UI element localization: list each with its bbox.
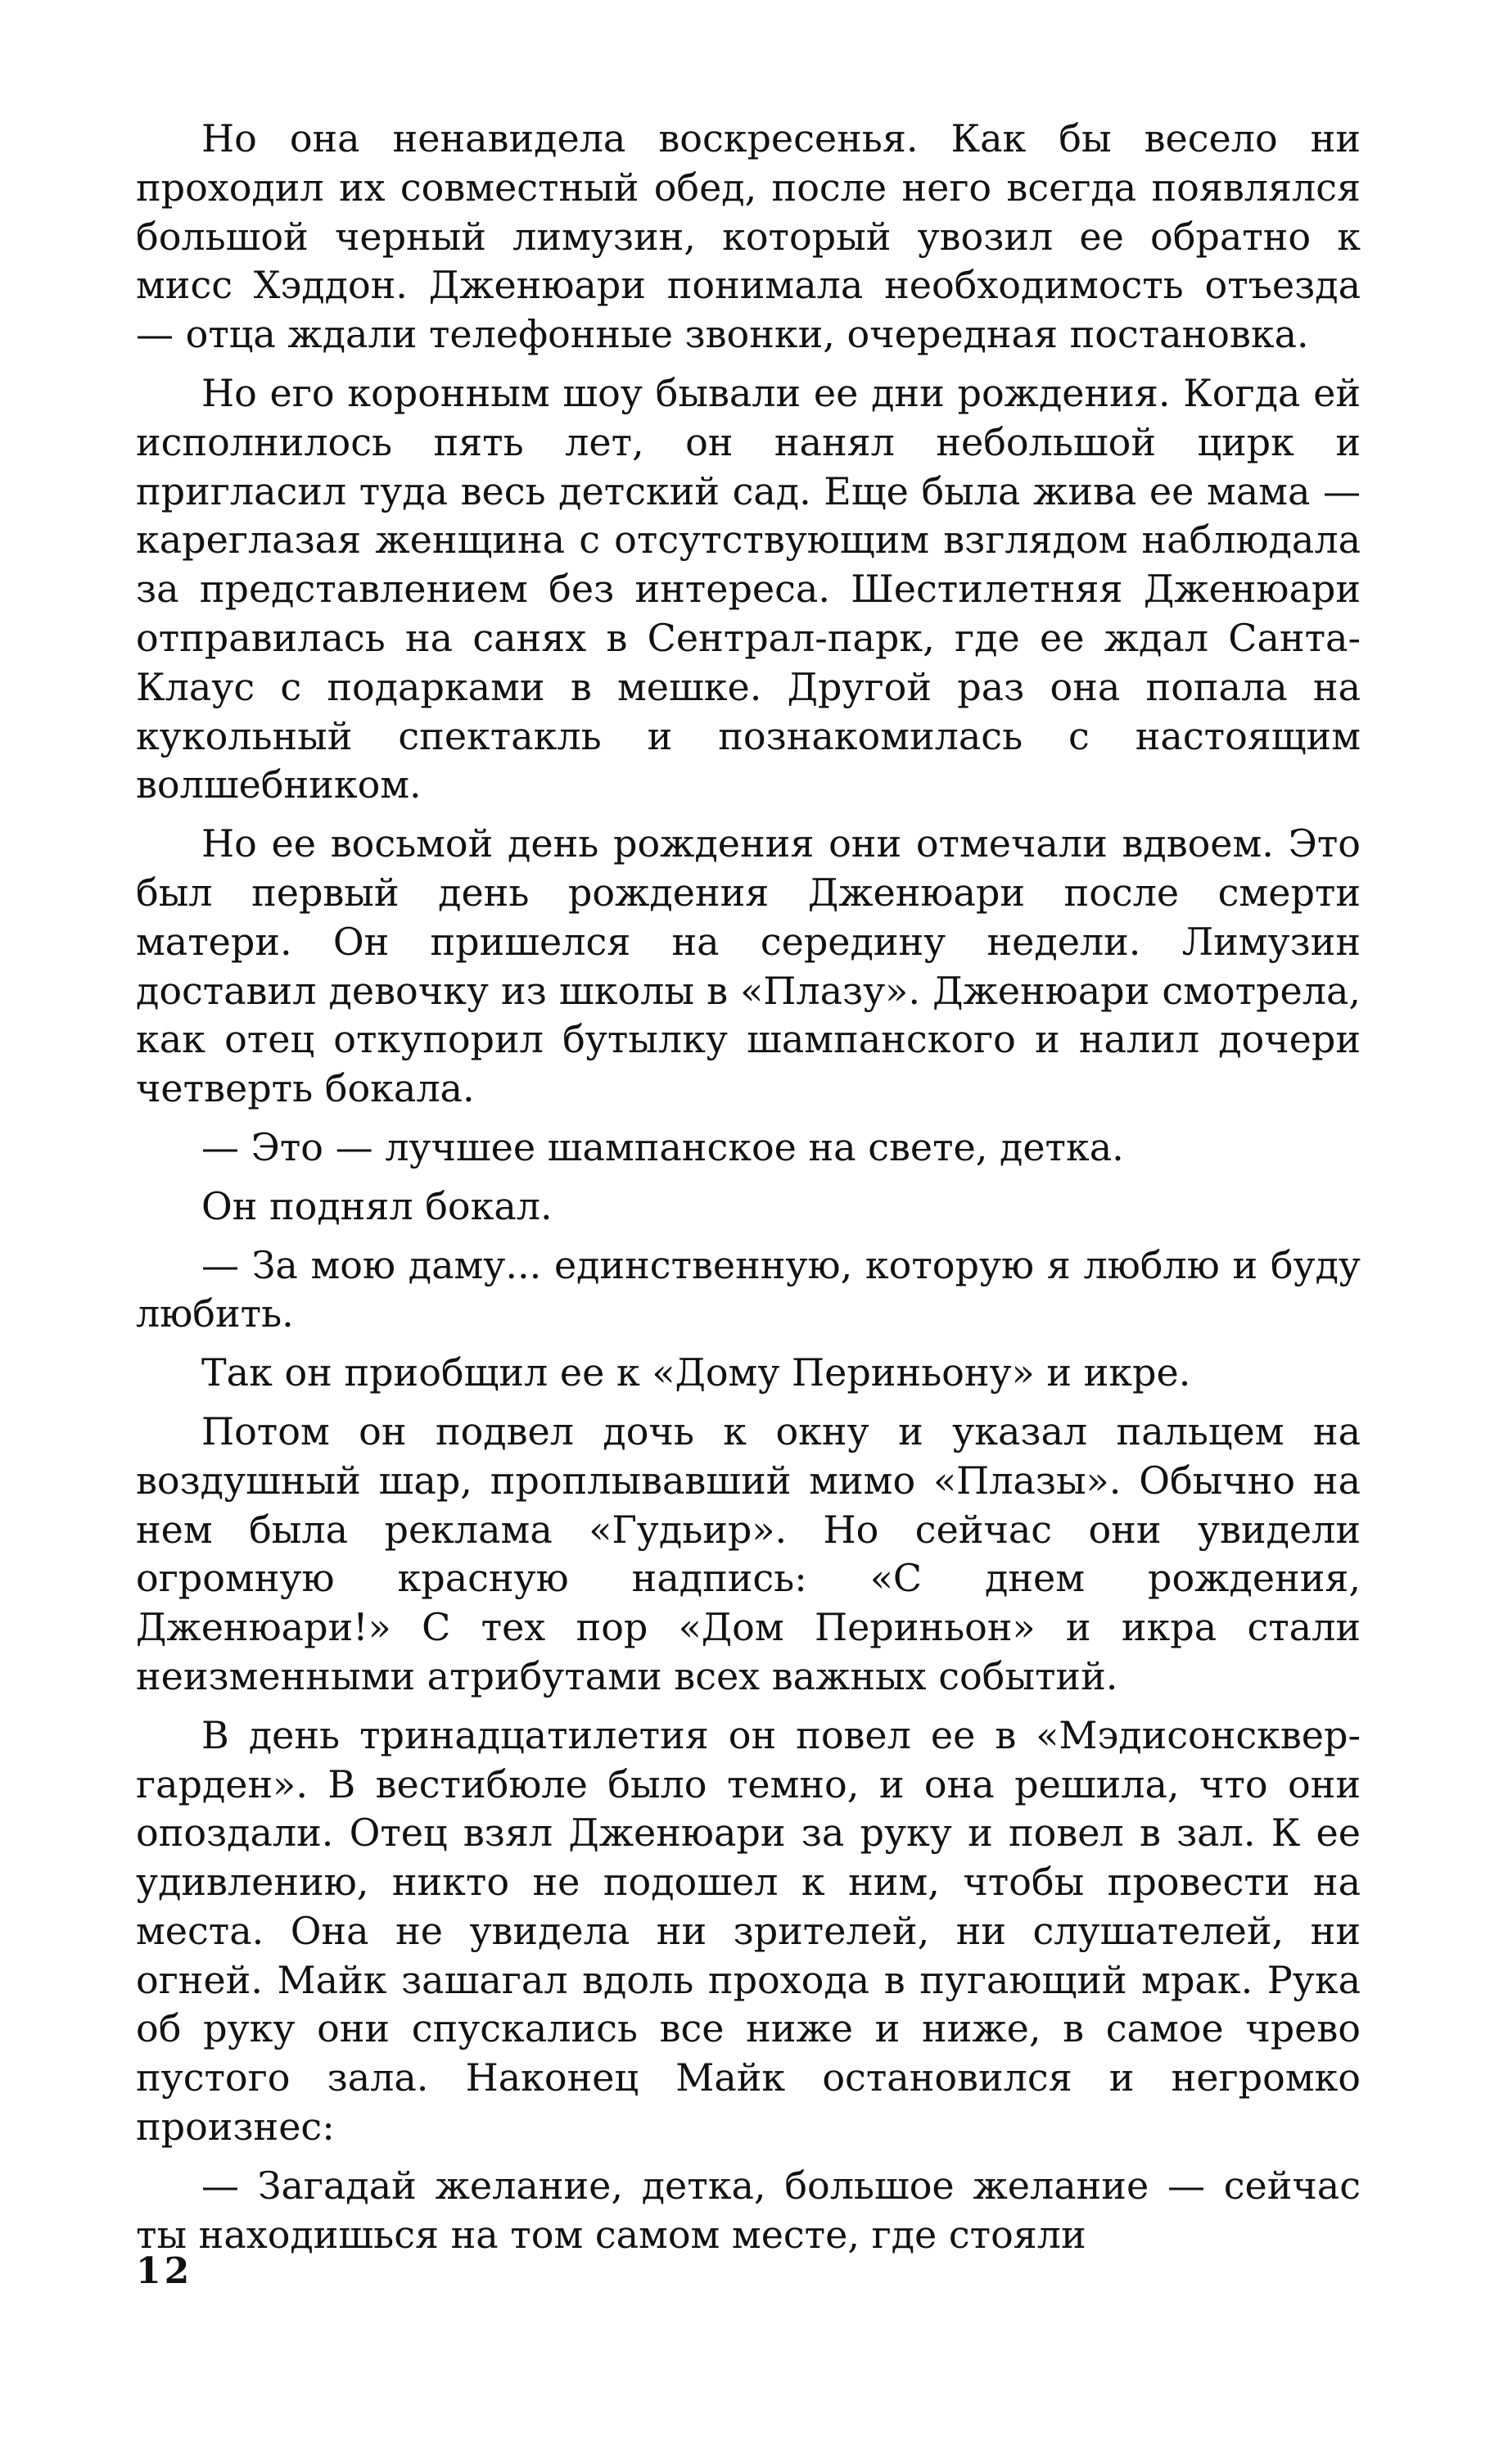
paragraph-9: В день тринадцатилетия он повел ее в «Мэдисонсквер-гарден». В вестибюле было темно, и она решила, что они опоздали. Отец взял Дженюари за руку и повел в зал. К ее удивлению, никто не подошел к ним, чтобы провести на места. Она не увидела ни зрителей, ни слушателей, ни огней. Майк зашагал вдоль прохода в пугающий мрак. Рука об руку они спускались все ниже и ниже, в самое чрево пустого зала. Наконец Майк остановился и негромко произнес: bbox=[136, 1712, 1361, 2150]
paragraph-10: — Загадай желание, детка, большое желание — сейчас ты находишься на том самом месте, где стояли bbox=[136, 2163, 1361, 2257]
paragraph-6: — За мою даму... единственную, которую я люблю и буду любить. bbox=[136, 1242, 1361, 1336]
paragraph-8: Потом он подвел дочь к окну и указал пальцем на воздушный шар, проплывавший мимо «Плазы». Обычно на нем была реклама «Гудьир». Но сейчас они увидели огромную красную надпись: «С днем рождения, Дженюари!» С тех пор «Дом Периньон» и икра стали неизменными атрибутами всех важных событий. bbox=[136, 1408, 1361, 1698]
body-text bbox=[136, 115, 1361, 2269]
paragraph-1: Но она ненавидела воскресенья. Как бы весело ни проходил их совместный обед, после него всегда появлялся большой черный лимузин, который увозил ее обратно к мисс Хэддон. Дженюари понимала необходимость отъезда — отца ждали телефонные звонки, очередная постановка. bbox=[136, 116, 1361, 357]
paragraph-7: Так он приобщил ее к «Дому Периньону» и икре. bbox=[201, 1350, 1191, 1395]
paragraph-2: Но его коронным шоу бывали ее дни рождения. Когда ей исполнилось пять лет, он нанял небольшой цирк и пригласил туда весь детский сад. Еще была жива ее мама — кареглазая женщина с отсутствующим взглядом наблюдала за представлением без интереса. Шестилетняя Дженюари отправилась на санях в Сентрал-парк, где ее ждал Санта-Клаус с подарками в мешке. Другой раз она попала на кукольный спектакль и познакомилась с настоящим волшебником. bbox=[136, 370, 1361, 807]
paragraph-5: Он поднял бокал. bbox=[201, 1183, 553, 1228]
page-number: 12 bbox=[136, 2250, 193, 2292]
paragraph-3: Но ее восьмой день рождения они отмечали вдвоем. Это был первый день рождения Дженюари после смерти матери. Он пришелся на середину недели. Лимузин доставил девочку из школы в «Плазу». Дженюари смотрела, как отец откупорил бутылку шампанского и налил дочери четверть бокала. bbox=[136, 821, 1361, 1111]
paragraph-4: — Это — лучшее шампанское на свете, детка. bbox=[201, 1124, 1124, 1169]
